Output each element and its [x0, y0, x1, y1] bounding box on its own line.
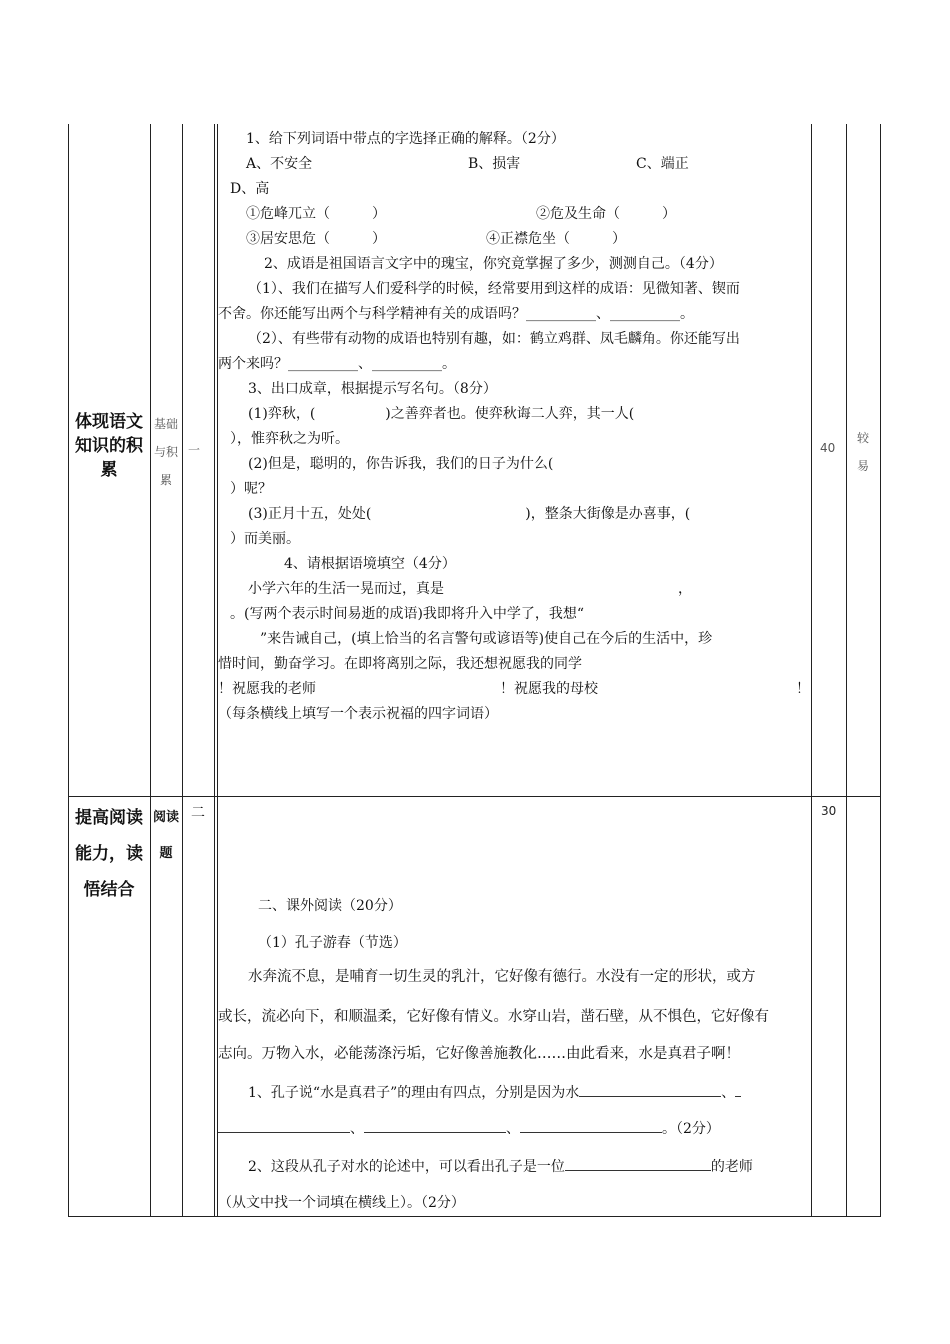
row1-category: 体现语文 知识的积 累	[75, 412, 143, 480]
answer-blank[interactable]	[565, 1156, 711, 1171]
q2-part2-line1: （2）、有些带有动物的成语也特别有趣，如：鹤立鸡群、凤毛麟角。你还能写出	[248, 331, 740, 347]
row2-category: 提高阅读 能力，读 悟结合	[75, 808, 143, 900]
table-row-divider	[68, 796, 881, 797]
q4-line5-c: ！	[796, 681, 810, 697]
q4-line3: ”来告诫自己，(填上恰当的名言警句或谚语等)使自己在今后的生活中，珍	[260, 631, 713, 647]
q4-line5-b: ！祝愿我的母校	[500, 681, 598, 697]
row1-difficulty: 较 易	[856, 431, 869, 473]
q4-line6: （每条横线上填写一个表示祝福的四字词语）	[218, 706, 498, 722]
q2-part1-line2: 不舍。你还能写出两个与科学精神有关的成语吗？__________、__________。	[218, 306, 694, 322]
q4-line1-b: ，	[678, 581, 692, 597]
reading-q2-line2: （从文中找一个词填在横线上）。（2分）	[218, 1195, 465, 1211]
q2-part2-line2: 两个来吗？__________、__________。	[218, 356, 456, 372]
q4-line5-a: ！祝愿我的老师	[218, 681, 316, 697]
q4-line4: 惜时间，勤奋学习。在即将离别之际，我还想祝愿我的同学	[218, 656, 582, 672]
row1-type: 基础 与积 累	[153, 417, 178, 487]
q1-item-2: ②危及生命（ ）	[536, 206, 676, 222]
q4-line2: 。(写两个表示时间易逝的成语)我即将升入中学了，我想“	[230, 606, 585, 622]
row2-number: 二	[191, 805, 205, 821]
row1-number: 一	[188, 443, 201, 457]
q3-part1-line1: (1)弈秋，( )之善弈者也。使弈秋诲二人弈，其一人(	[248, 406, 635, 422]
q3-part3-line2: ）而美丽。	[230, 531, 300, 547]
answer-blank[interactable]	[520, 1118, 662, 1133]
q1-title: 1、给下列词语中带点的字选择正确的解释。（2分）	[246, 131, 565, 147]
reading-q1-line1: 1、孔子说“水是真君子”的理由有四点，分别是因为水 、	[248, 1082, 741, 1104]
table-border-right	[880, 124, 881, 1217]
passage-line-2: 或长，流必向下，和顺温柔，它好像有情义。水穿山岩，凿石壁，从不惧色，它好像有	[218, 1009, 769, 1025]
reading-q2-line1: 2、这段从孔子对水的论述中，可以看出孔子是一位 的老师	[248, 1156, 753, 1178]
answer-blank[interactable]	[364, 1118, 506, 1133]
q1-item-1: ①危峰兀立（ ）	[246, 206, 386, 222]
q1-item-4: ④正襟危坐（ ）	[486, 231, 626, 247]
row2-score: 30	[821, 804, 837, 818]
q4-title: 4、请根据语境填空（4分）	[284, 556, 456, 572]
answer-blank[interactable]	[579, 1082, 721, 1097]
reading-q1-line2: 、 、 。（2分）	[218, 1118, 720, 1140]
q1-option-d: D、高	[230, 181, 270, 197]
q3-part1-line2: ），惟弈秋之为听。	[230, 431, 349, 447]
table-border-bottom	[68, 1216, 881, 1217]
table-border-col1	[150, 124, 151, 1217]
q2-part1-line1: （1）、我们在描写人们爱科学的时候，经常要用到这样的成语：见微知著、锲而	[248, 281, 740, 297]
q3-part2-line2: ）呢？	[230, 481, 272, 497]
table-border-col4	[811, 124, 812, 1217]
q3-part2-line1: (2)但是，聪明的，你告诉我，我们的日子为什么(	[248, 456, 554, 472]
table-border-col5	[846, 124, 847, 1217]
row2-type: 阅读 题	[152, 810, 179, 861]
q1-option-b: B、损害	[468, 156, 521, 172]
passage-line-3: 志向。万物入水，必能荡涤污垢，它好像善施教化……由此看来，水是真君子啊！	[218, 1046, 740, 1062]
q1-option-a: A、不安全	[246, 156, 313, 172]
q2-title: 2、成语是祖国语言文字中的瑰宝，你究竟掌握了多少，测测自己。（4分）	[264, 256, 723, 272]
answer-blank[interactable]	[735, 1082, 741, 1097]
q1-item-3: ③居安思危（ ）	[246, 231, 386, 247]
q3-part3-line1: (3)正月十五，处处( )，整条大街像是办喜事，(	[248, 506, 691, 522]
q4-line1-a: 小学六年的生活一晃而过，真是	[248, 581, 444, 597]
row1-score: 40	[820, 441, 836, 455]
reading-section-title: 二、课外阅读（20分）	[258, 898, 402, 914]
table-border-col3	[214, 124, 215, 1217]
q1-option-c: C、端正	[636, 156, 689, 172]
answer-blank[interactable]	[218, 1118, 350, 1133]
q3-title: 3、出口成章，根据提示写名句。（8分）	[248, 381, 497, 397]
table-border-left	[68, 124, 69, 1217]
table-border-col2	[182, 124, 183, 1217]
passage-title: （1）孔子游春（节选）	[258, 935, 407, 951]
passage-line-1: 水奔流不息，是哺育一切生灵的乳汁，它好像有德行。水没有一定的形状，或方	[248, 969, 756, 985]
